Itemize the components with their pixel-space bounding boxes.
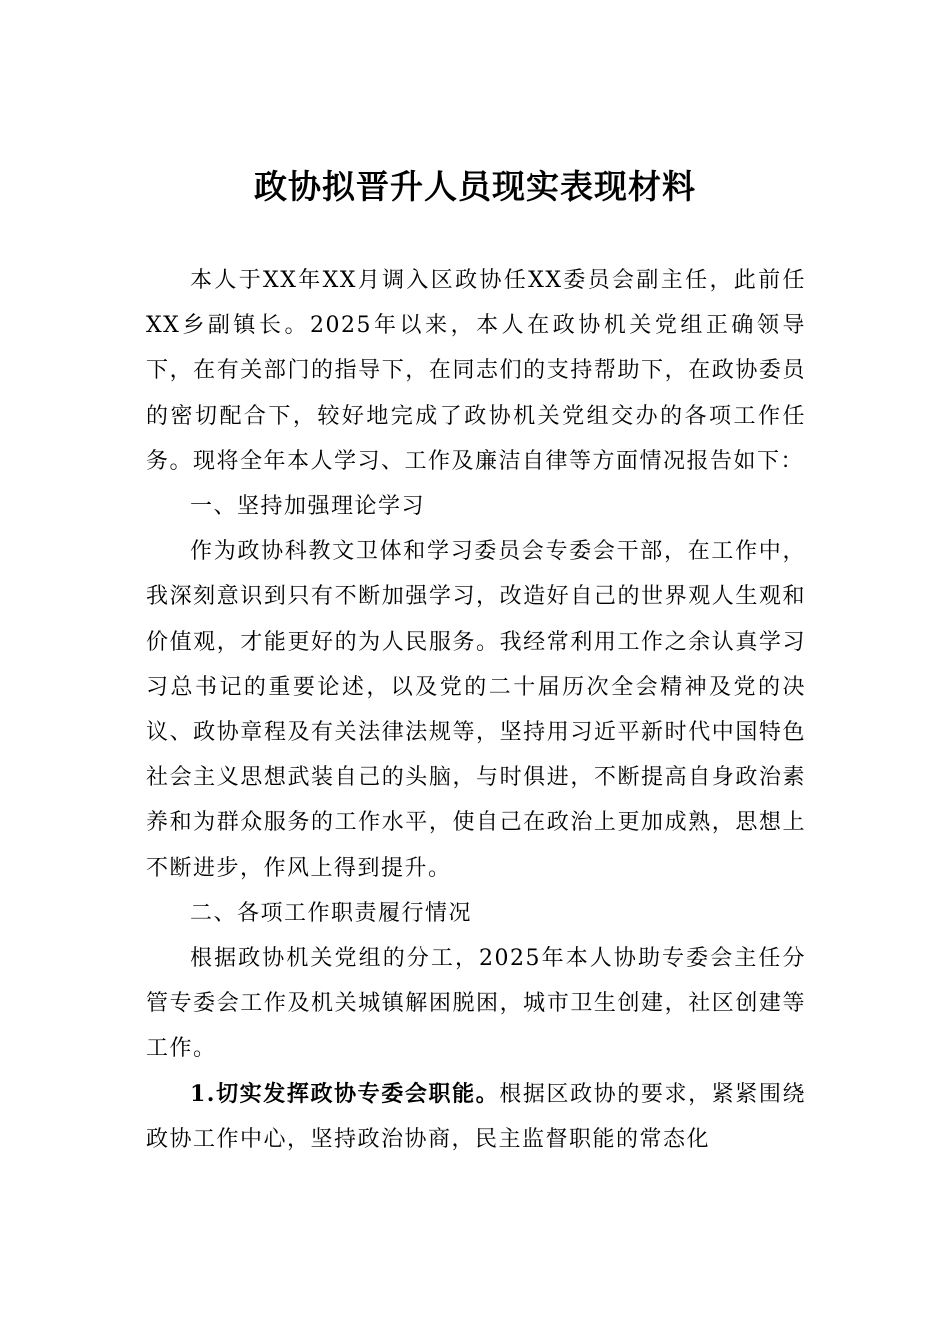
section-2-heading: 二、各项工作职责履行情况	[190, 900, 473, 926]
section-1-paragraph: 作为政协科教文卫体和学习委员会专委会干部，在工作中，我深刻意识到只有不断加强学习，改造好自己的世界观人生观和价值观，才能更好的为人民服务。我经常利用工作之余认真学习习总书记的重要论述，以及党的二十届历次全会精神及党的决议、政协章程及有关法律法规等，坚持用习近平新时代中国特色社会主义思想武装自己的头脑，与时俱进，不断提高自身政治素养和为群众服务的工作水平，使自己在政治上更加成熟，思想上不断进步，作风上得到提升。	[146, 539, 806, 881]
item-1-paragraph	[146, 1072, 806, 1162]
document-title: 政协拟晋升人员现实表现材料	[254, 167, 696, 206]
section-1-heading: 一、坚持加强理论学习	[190, 494, 426, 520]
item-1-text: 根据区政协的要求，紧紧围绕政协工作中心，坚持政治协商，民主监督职能的常态化	[146, 1081, 806, 1152]
section-2-paragraph: 根据政协机关党组的分工，2025年本人协助专委会主任分管专委会工作及机关城镇解困脱困，城市卫生创建，社区创建等工作。	[146, 946, 806, 1062]
intro-paragraph: 本人于XX年XX月调入区政协任XX委员会副主任，此前任XX乡副镇长。2025年以来，本人在政协机关党组正确领导下，在有关部门的指导下，在同志们的支持帮助下，在政协委员的密切配合下，较好地完成了政协机关党组交办的各项工作任务。现将全年本人学习、工作及廉洁自律等方面情况报告如下：	[146, 268, 806, 474]
document-body	[146, 258, 806, 1162]
item-1-lead: 1.切实发挥政协专委会职能。	[190, 1080, 500, 1107]
